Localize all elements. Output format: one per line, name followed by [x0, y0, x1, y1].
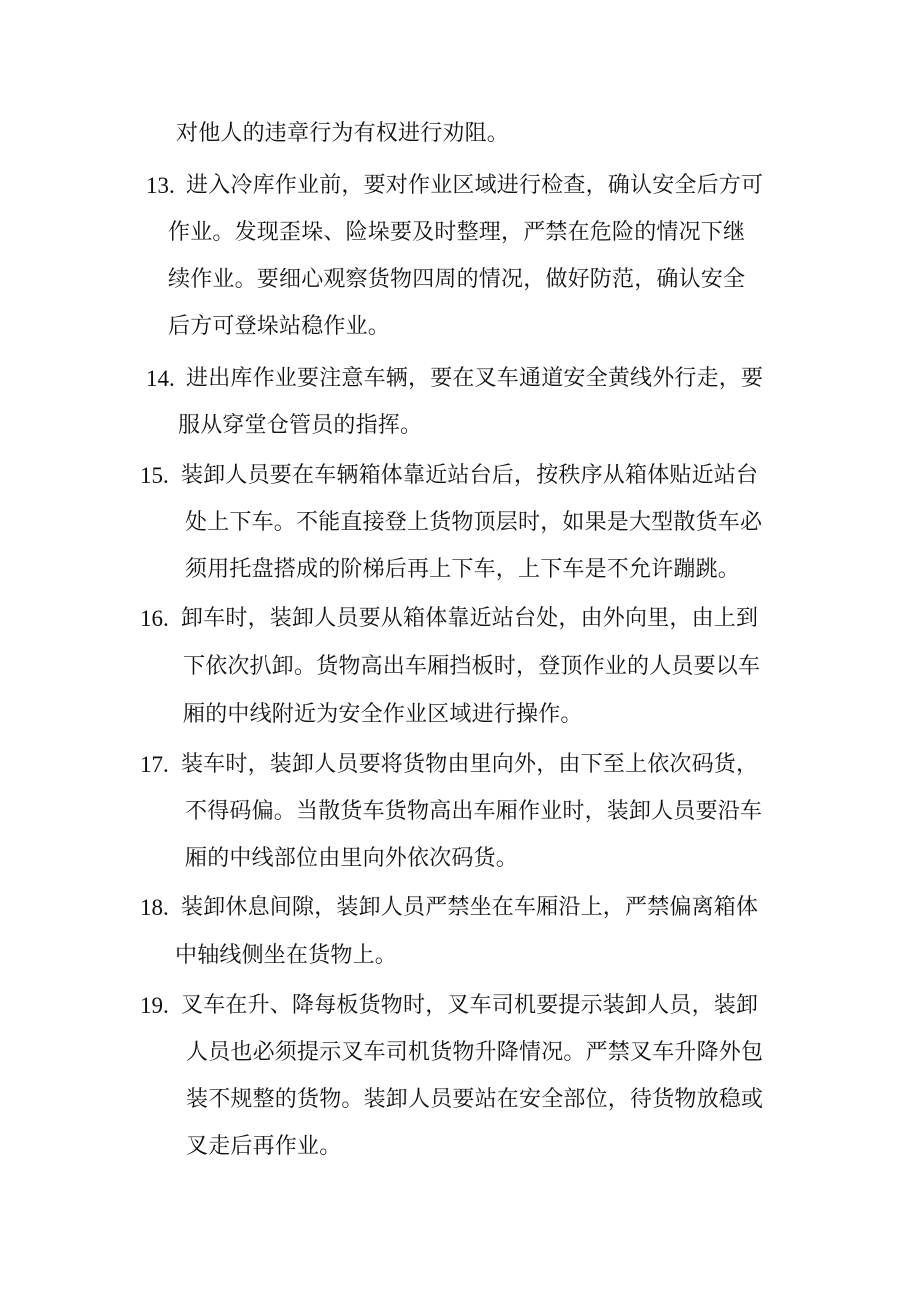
text-line: 续作业。要细心观察货物四周的情况，做好防范，确认安全 — [168, 267, 746, 292]
item-number: 19. — [140, 993, 169, 1018]
item-number: 15. — [140, 463, 169, 488]
text-line: 进入冷库作业前，要对作业区域进行检查，确认安全后方可 — [186, 173, 764, 198]
item-number: 16. — [140, 606, 169, 631]
item-number: 17. — [140, 752, 169, 777]
text-line: 装不规整的货物。装卸人员要站在安全部位，待货物放稳或 — [186, 1087, 764, 1112]
text-line: 须用托盘搭成的阶梯后再上下车，上下车是不允许蹦跳。 — [185, 557, 741, 582]
text-line: 处上下车。不能直接登上货物顶层时，如果是大型散货车必 — [185, 510, 763, 535]
text-line: 装卸休息间隙，装卸人员严禁坐在车厢沿上，严禁偏离箱体 — [181, 895, 759, 920]
text-line: 装车时，装卸人员要将货物由里向外，由下至上依次码货， — [181, 752, 759, 777]
text-line: 中轴线侧坐在货物上。 — [175, 943, 398, 968]
text-line: 后方可登垛站稳作业。 — [168, 314, 391, 339]
item-number: 13. — [146, 173, 175, 198]
text-line: 服从穿堂仓管员的指挥。 — [178, 413, 423, 438]
text-line: 对他人的违章行为有权进行劝阻。 — [176, 121, 510, 146]
text-line: 装卸人员要在车辆箱体靠近站台后，按秩序从箱体贴近站台 — [181, 463, 759, 488]
text-line: 厢的中线部位由里向外依次码货。 — [185, 846, 519, 871]
text-line: 卸车时，装卸人员要从箱体靠近站台处，由外向里，由上到 — [181, 606, 759, 631]
text-line: 进出库作业要注意车辆，要在叉车通道安全黄线外行走，要 — [186, 366, 764, 391]
text-line: 作业。发现歪垛、险垛要及时整理，严禁在危险的情况下继 — [168, 220, 746, 245]
item-number: 14. — [146, 366, 175, 391]
text-line: 人员也必须提示叉车司机货物升降情况。严禁叉车升降外包 — [186, 1040, 764, 1065]
item-number: 18. — [140, 895, 169, 920]
text-line: 叉走后再作业。 — [186, 1134, 342, 1159]
text-line: 不得码偏。当散货车货物高出车厢作业时，装卸人员要沿车 — [185, 799, 763, 824]
text-line: 叉车在升、降每板货物时，叉车司机要提示装卸人员，装卸 — [181, 993, 759, 1018]
text-line: 下依次扒卸。货物高出车厢挡板时，登顶作业的人员要以车 — [183, 654, 761, 679]
text-line: 厢的中线附近为安全作业区域进行操作。 — [183, 702, 583, 727]
